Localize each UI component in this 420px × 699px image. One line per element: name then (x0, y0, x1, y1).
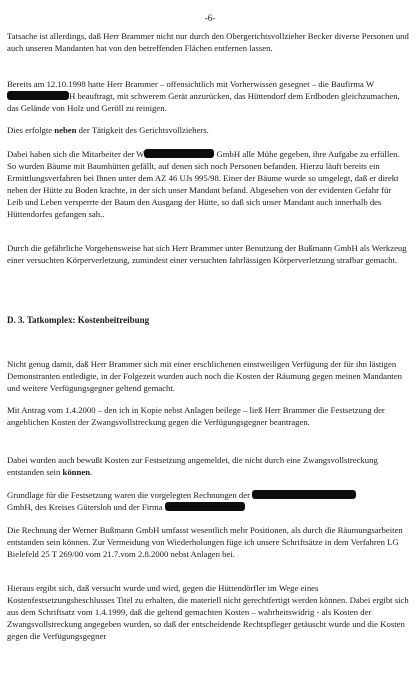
paragraph-10-text: Die Rechnung der Werner Bußmann GmbH umfasst wesentlich mehr Positionen, als durch die Räumungsarbeiten entstanden sein können. Zur Vermeidung von Wiederholungen füge ich unsere Schriftsätze in dem Verfahren LG Bielefeld 25 T 269/00 vom 21.7.vom 2.8.2000 nebst Anlagen bei. (7, 525, 403, 559)
paragraph-7-text: Mit Antrag vom 1.4.2000 – den ich in Kopie nebst Anlagen beilege – ließ Herr Brammer die Festsetzung der angeblichen Kosten der Zwangsvollstreckung gegen die Verfügungsgegner beantragen. (7, 405, 385, 427)
paragraph-4-text-a: Dabei haben sich die Mitarbeiter der W (7, 149, 145, 159)
paragraph-5-text: Durch die gefährliche Vorgehensweise hat sich Herr Brammer unter Benutzung der Bußmann GmbH als Werkzeug einer versuchten Körperverletzung, zumindest einer versuchten fahrlässigen Körperverletzung strafbar gemacht. (7, 243, 407, 265)
paragraph-3 (7, 124, 409, 136)
paragraph-4 (7, 148, 409, 220)
paragraph-3-text-a: Dies erfolgte (7, 125, 55, 135)
paragraph-3-text-b: der Tätigkeit des Gerichtsvollziehers. (76, 125, 209, 135)
section-heading (7, 314, 409, 326)
paragraph-6 (7, 358, 409, 394)
paragraph-1-text: Tatsache ist allerdings, daß Herr Brammer nicht nur durch den Obergerichtsvollzieher Becker diverse Personen und auch unseren Mandanten hat von den betreffenden Flächen entfernen lassen. (7, 31, 409, 53)
paragraph-9-text-a: Grundlage für die Festsetzung waren die vorgelegten Rechnungen der (7, 490, 251, 500)
paragraph-8 (7, 454, 409, 478)
paragraph-9 (7, 489, 409, 513)
paragraph-9-text-b: GmbH, des Kreises Gütersloh und der Firma (7, 502, 163, 512)
paragraph-7 (7, 404, 409, 428)
paragraph-8-text-b: . (90, 467, 93, 477)
redaction-bar (144, 149, 214, 158)
section-heading-text: D. 3. Tatkomplex: Kostenbeitreibung (7, 315, 150, 325)
paragraph-1 (7, 30, 409, 54)
paragraph-10 (7, 524, 409, 560)
redaction-bar (165, 502, 245, 511)
paragraph-6-text: Nicht genug damit, daß Herr Brammer sich mit einer erschlichenen einstweiligen Verfügung der für ihn lästigen Demonstranten entledigte, in der Folgezeit wurden auch noch die Kosten der Räumung gegen meinen Mandanten und weitere Verfügungsgegner geltend gemacht. (7, 359, 402, 393)
page-number: -6- (204, 13, 216, 23)
paragraph-11 (7, 582, 409, 642)
paragraph-2 (7, 78, 409, 114)
redaction-bar (252, 490, 356, 499)
paragraph-11-text: Hieraus ergibt sich, daß versucht wurde und wird, gegen die Hüttendörfler im Wege eines Kostenfestsetzungsbeschlusses Titel zu erhalten, die materiell nicht gerechtfertigt werden können. Dabei ergibt sich aus dem Schriftsatz vom 1.4.1999, daß die geltend gemachten Kosten – wahrheitswidrig - als Kosten der Zwangsvollstreckung angegeben wurden, so daß der entscheidende Rechtspfleger getäuscht wurde und die Kosten gegen die Verfügungsgegner (7, 583, 409, 641)
paragraph-2-text-a: Bereits am 12.10.1998 hatte Herr Brammer – offensichtlich mit Vorherwissen gesegnet – die Baufirma W (7, 79, 375, 89)
paragraph-2-text-b: H beauftragt, mit schwerem Gerät anzurücken, das Hüttendorf dem Erdboden gleichzumachen, das Gelände von Holz und Geröll zu reinigen. (7, 91, 400, 113)
paragraph-4-text-b: GmbH alle Mühe gegeben, ihre Aufgabe zu erfüllen. So wurden Bäume mit Baumhütten gefällt, auf denen sich noch Personen befanden. Hierzu läuft bereits ein Ermittlungsverfahren bei Ihnen unter dem AZ 46 UJs 995/98. Einer der Bäume wurde so umgelegt, daß er direkt neben der Hütte zu Boden krachte, in der sich unser Mandant befand. Abgesehen von der evidenten Gefahr für Leib und Leben versperrte der Baum den Ausgang der Hütte, so daß sich unser Mandant auch innerhalb des Hüttendorfes gefangen sah.. (7, 149, 400, 219)
paragraph-3-emphasis: neben (54, 125, 77, 135)
paragraph-5 (7, 242, 409, 266)
redaction-bar (7, 91, 69, 100)
paragraph-8-emphasis: können (62, 467, 91, 477)
paragraph-8-text-a: Dabei wurden auch bewußt Kosten zur Festsetzung angemeldet, die nicht durch eine Zwangsvollstreckung entstanden sein (7, 455, 378, 477)
